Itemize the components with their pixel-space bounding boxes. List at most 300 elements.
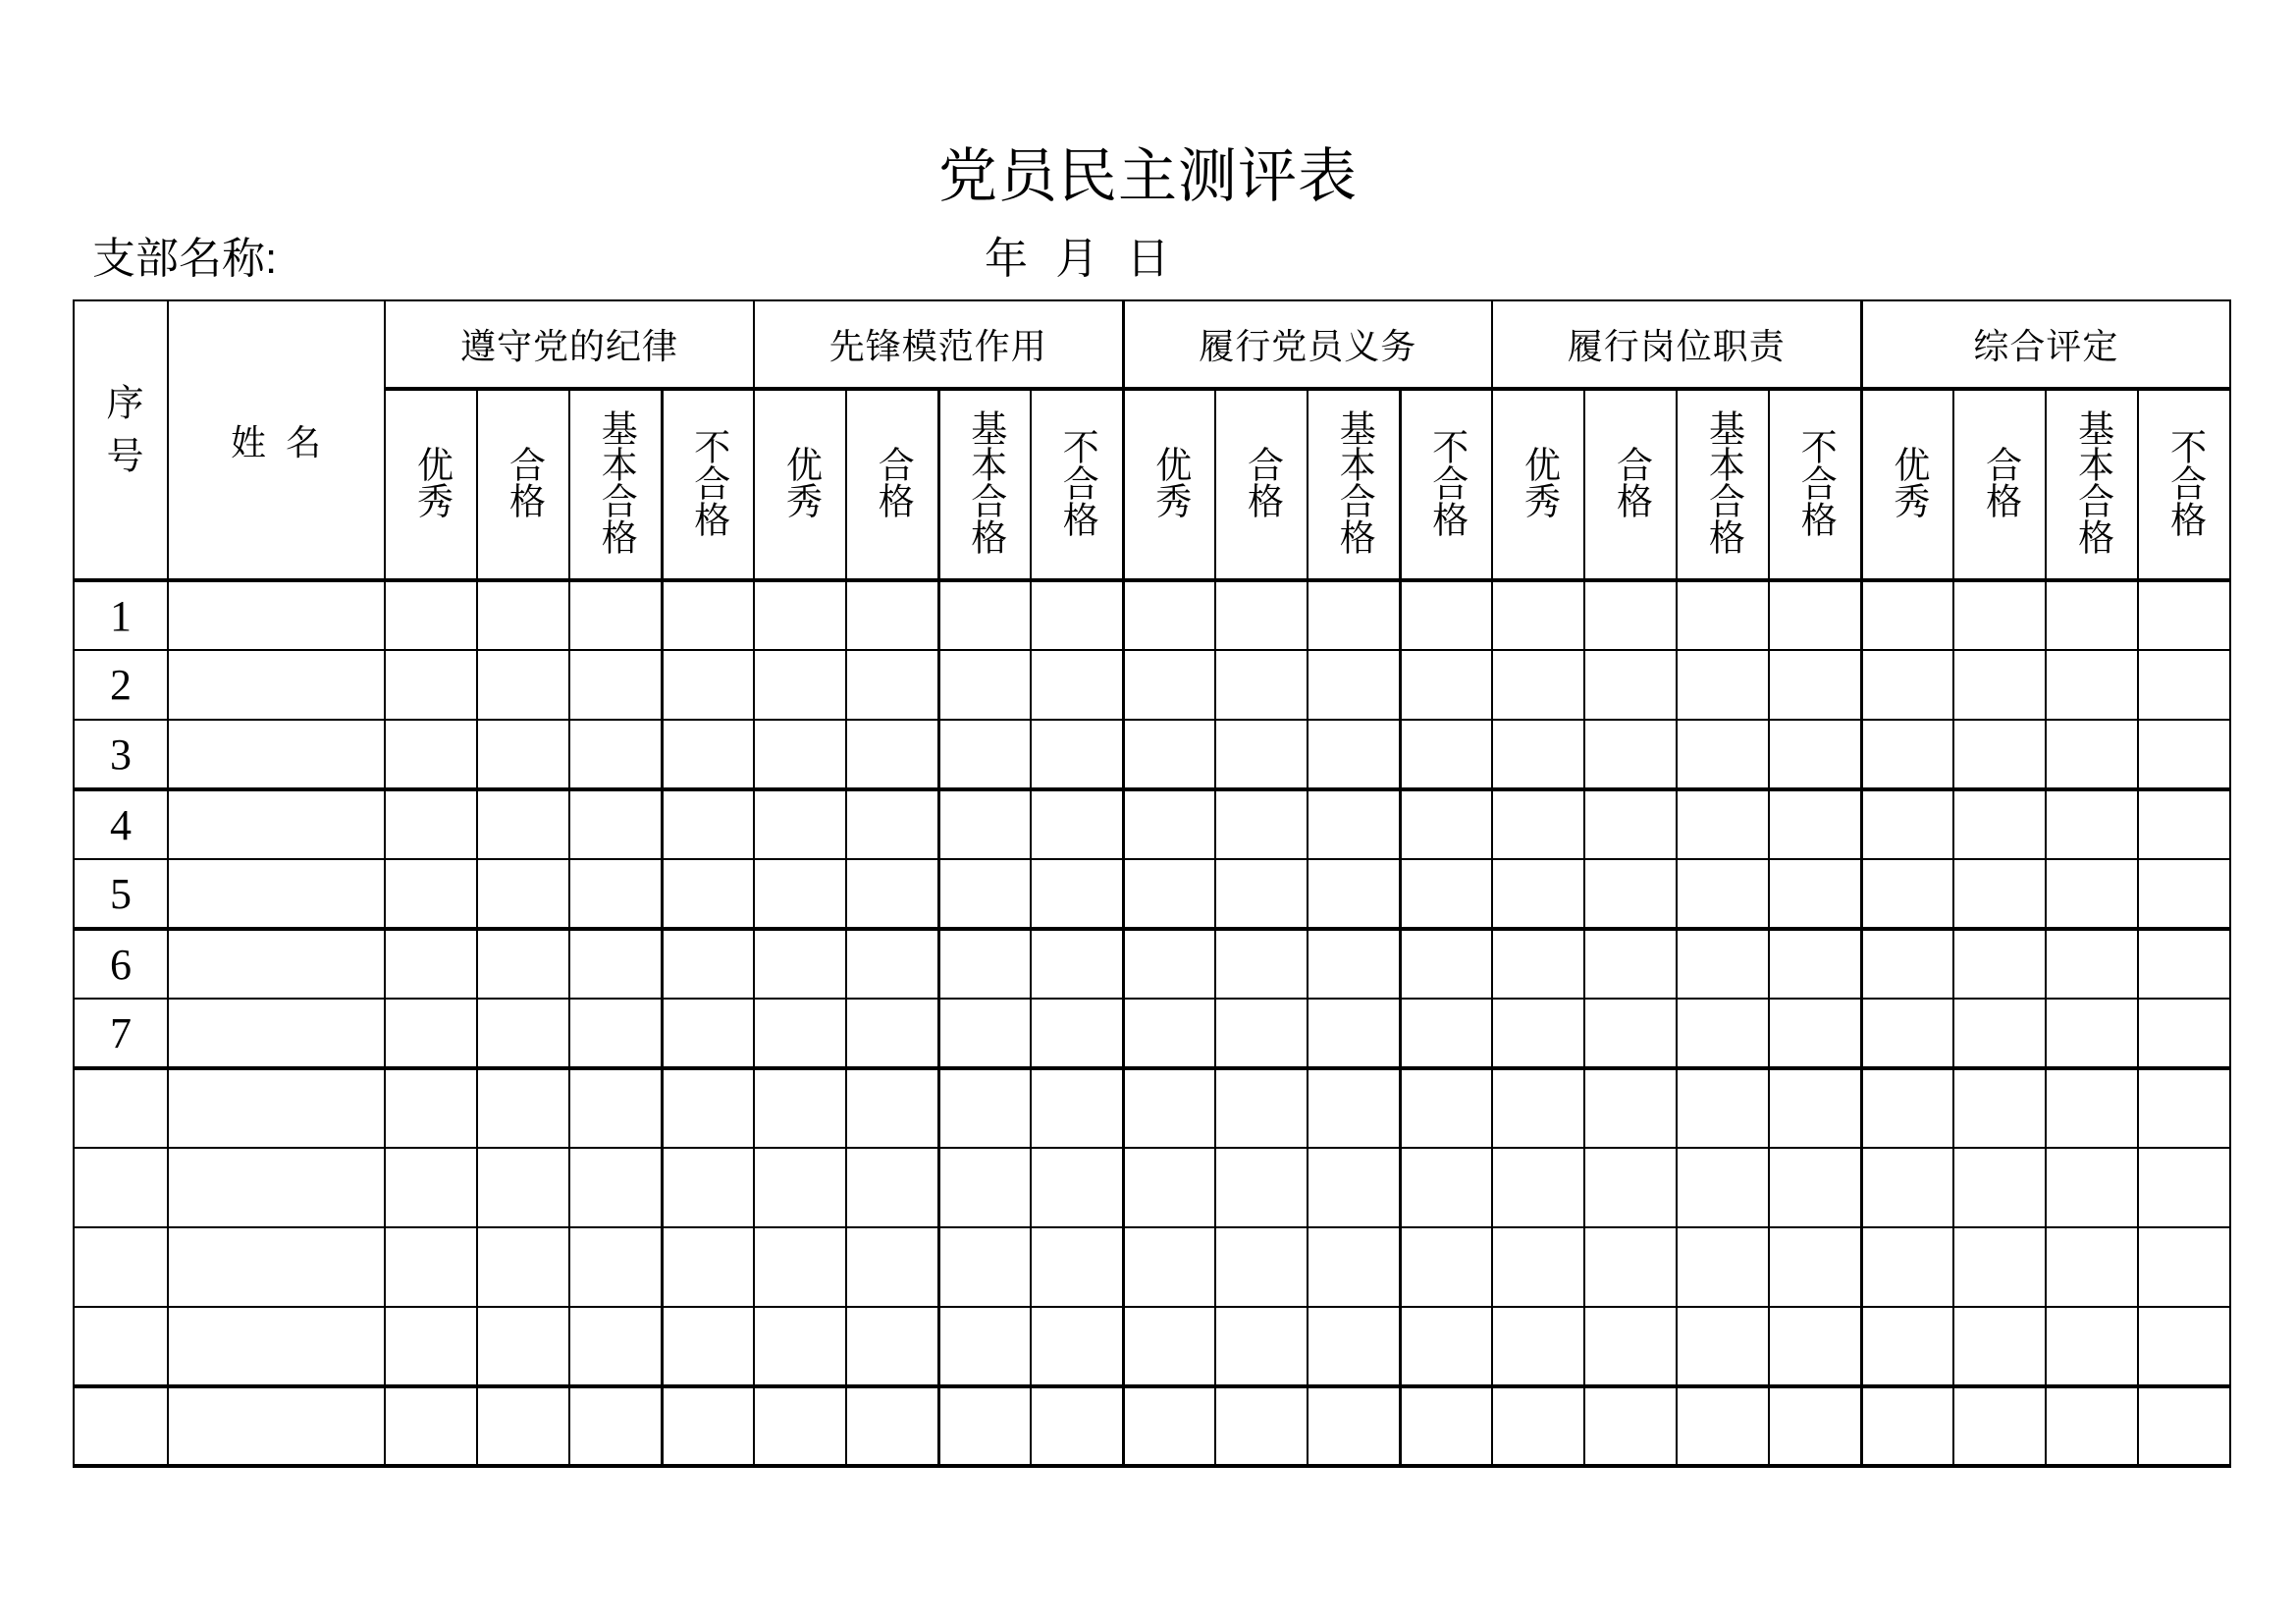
eval-cell (385, 859, 477, 929)
eval-cell (569, 580, 662, 650)
eval-cell (1492, 650, 1584, 720)
eval-cell (569, 720, 662, 789)
eval-cell (2046, 929, 2138, 999)
sub-header-qualified (1215, 389, 1308, 580)
eval-cell (662, 789, 754, 859)
eval-cell (2046, 1148, 2138, 1227)
eval-cell (1861, 1227, 1953, 1307)
eval-cell (1308, 859, 1400, 929)
name-cell (168, 859, 385, 929)
eval-cell (477, 1148, 569, 1227)
eval-cell (1123, 720, 1215, 789)
row-serial-cell: 1 (74, 580, 168, 650)
eval-cell (1861, 1068, 1953, 1148)
eval-cell (1584, 999, 1677, 1068)
eval-cell (1308, 1386, 1400, 1466)
eval-cell (2046, 580, 2138, 650)
eval-cell (1584, 650, 1677, 720)
sub-header-text: 基本合格 (595, 409, 636, 555)
group-header-1: 遵守党的纪律 (385, 300, 754, 389)
sub-header-text: 不合格 (1425, 427, 1467, 537)
sub-header-text: 基本合格 (964, 409, 1005, 555)
eval-cell (1308, 1227, 1400, 1307)
eval-cell (1769, 1148, 1861, 1227)
eval-cell (754, 1148, 846, 1227)
eval-cell (662, 859, 754, 929)
eval-cell (1123, 999, 1215, 1068)
eval-cell (1769, 1307, 1861, 1386)
eval-cell (938, 1386, 1031, 1466)
eval-cell (1769, 720, 1861, 789)
sub-header-text: 优秀 (1148, 446, 1190, 518)
eval-cell (385, 580, 477, 650)
eval-cell (1123, 1227, 1215, 1307)
table-row (74, 1148, 2230, 1227)
eval-cell (1308, 999, 1400, 1068)
table-row (74, 859, 2230, 929)
eval-cell (662, 1068, 754, 1148)
sub-header-text: 合格 (503, 446, 544, 518)
row-serial-cell: 2 (74, 650, 168, 720)
eval-cell (1215, 929, 1308, 999)
eval-cell (1492, 1386, 1584, 1466)
eval-cell (385, 1307, 477, 1386)
eval-cell (1123, 1148, 1215, 1227)
eval-cell (1400, 1068, 1492, 1148)
eval-cell (938, 859, 1031, 929)
sub-header-qualified (846, 389, 938, 580)
eval-cell (1861, 929, 1953, 999)
eval-cell (1953, 859, 2046, 929)
eval-cell (477, 789, 569, 859)
eval-cell (1215, 1148, 1308, 1227)
eval-cell (1492, 929, 1584, 999)
eval-cell (1584, 1148, 1677, 1227)
eval-cell (1492, 999, 1584, 1068)
eval-cell (938, 650, 1031, 720)
sub-header-excellent (754, 389, 846, 580)
eval-cell (385, 650, 477, 720)
eval-cell (1400, 999, 1492, 1068)
sub-header-unqualified (2138, 389, 2230, 580)
eval-cell (1492, 580, 1584, 650)
date-label: 年 月 日 (985, 235, 1170, 283)
eval-cell (938, 1068, 1031, 1148)
eval-cell (1677, 1148, 1769, 1227)
eval-cell (477, 650, 569, 720)
eval-cell (1400, 1386, 1492, 1466)
eval-cell (1308, 1068, 1400, 1148)
eval-cell (1953, 929, 2046, 999)
row-serial-cell (74, 1386, 168, 1466)
eval-cell (1584, 720, 1677, 789)
eval-cell (662, 1386, 754, 1466)
group-header-4: 履行岗位职责 (1492, 300, 1861, 389)
eval-cell (754, 1227, 846, 1307)
eval-cell (1031, 1227, 1123, 1307)
eval-cell (1584, 1307, 1677, 1386)
eval-cell (1769, 650, 1861, 720)
eval-cell (1953, 789, 2046, 859)
eval-cell (1677, 1307, 1769, 1386)
name-cell (168, 720, 385, 789)
eval-cell (477, 1227, 569, 1307)
eval-cell (2046, 999, 2138, 1068)
name-cell (168, 999, 385, 1068)
sub-header-unqualified (1400, 389, 1492, 580)
eval-cell (1123, 1307, 1215, 1386)
eval-cell (569, 929, 662, 999)
evaluation-table (73, 299, 2231, 1468)
sub-header-text: 不合格 (687, 427, 728, 537)
eval-cell (1769, 1068, 1861, 1148)
eval-cell (1492, 1307, 1584, 1386)
eval-cell (1400, 720, 1492, 789)
eval-cell (662, 1307, 754, 1386)
eval-cell (1953, 1148, 2046, 1227)
table-row (74, 999, 2230, 1068)
eval-cell (1400, 789, 1492, 859)
sub-header-excellent (1492, 389, 1584, 580)
eval-cell (1769, 929, 1861, 999)
row-serial-cell (74, 1227, 168, 1307)
table-row (74, 1307, 2230, 1386)
eval-cell (2138, 789, 2230, 859)
eval-cell (2046, 859, 2138, 929)
sub-header-unqualified (1769, 389, 1861, 580)
eval-cell (662, 650, 754, 720)
eval-cell (1400, 1307, 1492, 1386)
sub-header-text: 合格 (1241, 446, 1282, 518)
page-title: 党员民主测评表 (938, 143, 1358, 209)
name-cell (168, 789, 385, 859)
eval-cell (1031, 929, 1123, 999)
eval-cell (1677, 1386, 1769, 1466)
eval-cell (385, 929, 477, 999)
eval-cell (938, 1227, 1031, 1307)
eval-cell (1308, 650, 1400, 720)
eval-cell (1492, 720, 1584, 789)
eval-cell (754, 1386, 846, 1466)
table-row (74, 789, 2230, 859)
eval-cell (1953, 650, 2046, 720)
eval-cell (1769, 789, 1861, 859)
eval-cell (1769, 580, 1861, 650)
eval-cell (1215, 650, 1308, 720)
eval-cell (846, 1227, 938, 1307)
eval-cell (385, 999, 477, 1068)
serial-header-text: 序号 (100, 382, 141, 489)
sub-header-unqualified (662, 389, 754, 580)
eval-cell (2046, 1307, 2138, 1386)
eval-cell (1492, 859, 1584, 929)
eval-cell (2138, 650, 2230, 720)
eval-cell (1308, 789, 1400, 859)
eval-cell (1769, 1386, 1861, 1466)
eval-cell (1308, 929, 1400, 999)
eval-cell (1861, 1307, 1953, 1386)
eval-cell (1677, 1227, 1769, 1307)
eval-cell (846, 789, 938, 859)
row-serial-cell (74, 1068, 168, 1148)
eval-cell (1492, 1148, 1584, 1227)
eval-cell (1769, 1227, 1861, 1307)
eval-cell (938, 580, 1031, 650)
eval-cell (1492, 789, 1584, 859)
eval-cell (1123, 580, 1215, 650)
column-header-serial (74, 300, 168, 580)
eval-cell (1861, 650, 1953, 720)
eval-cell (2138, 720, 2230, 789)
sub-header-qualified (477, 389, 569, 580)
sub-header-basically-qualified (1308, 389, 1400, 580)
eval-cell (569, 859, 662, 929)
sub-header-excellent (1123, 389, 1215, 580)
eval-cell (846, 650, 938, 720)
eval-cell (938, 929, 1031, 999)
eval-cell (1677, 789, 1769, 859)
group-header-5: 综合评定 (1861, 300, 2230, 389)
eval-cell (1123, 929, 1215, 999)
eval-cell (2046, 650, 2138, 720)
eval-cell (1584, 929, 1677, 999)
row-serial-cell: 7 (74, 999, 168, 1068)
eval-cell (569, 650, 662, 720)
eval-cell (1953, 1307, 2046, 1386)
eval-cell (1953, 1386, 2046, 1466)
sub-header-text: 基本合格 (2071, 409, 2112, 555)
eval-cell (477, 929, 569, 999)
eval-cell (1215, 789, 1308, 859)
eval-cell (1953, 1068, 2046, 1148)
eval-cell (1031, 1148, 1123, 1227)
eval-cell (1584, 1386, 1677, 1466)
eval-cell (2138, 1386, 2230, 1466)
eval-cell (1861, 580, 1953, 650)
eval-cell (1123, 1068, 1215, 1148)
eval-cell (1308, 1148, 1400, 1227)
table-row (74, 580, 2230, 650)
eval-cell (1031, 999, 1123, 1068)
eval-cell (2046, 1386, 2138, 1466)
eval-cell (1953, 1227, 2046, 1307)
eval-cell (569, 1068, 662, 1148)
sub-header-text: 优秀 (410, 446, 452, 518)
eval-cell (1677, 650, 1769, 720)
name-cell (168, 1148, 385, 1227)
eval-cell (2138, 580, 2230, 650)
eval-cell (1492, 1068, 1584, 1148)
name-cell (168, 1068, 385, 1148)
eval-cell (1861, 1148, 1953, 1227)
eval-cell (1953, 720, 2046, 789)
eval-cell (846, 999, 938, 1068)
group-header-2: 先锋模范作用 (754, 300, 1123, 389)
eval-cell (385, 1227, 477, 1307)
eval-cell (1123, 789, 1215, 859)
eval-cell (385, 789, 477, 859)
sub-header-basically-qualified (1677, 389, 1769, 580)
name-cell (168, 1307, 385, 1386)
eval-cell (1492, 1227, 1584, 1307)
eval-cell (1584, 859, 1677, 929)
eval-cell (846, 1386, 938, 1466)
eval-cell (477, 580, 569, 650)
eval-cell (1031, 1386, 1123, 1466)
eval-cell (477, 859, 569, 929)
eval-cell (2138, 1227, 2230, 1307)
eval-cell (1308, 580, 1400, 650)
eval-cell (754, 929, 846, 999)
eval-cell (1031, 720, 1123, 789)
eval-cell (569, 1307, 662, 1386)
eval-cell (1584, 580, 1677, 650)
eval-cell (1308, 1307, 1400, 1386)
sub-header-text: 不合格 (2163, 427, 2205, 537)
name-cell (168, 1386, 385, 1466)
sub-header-excellent (1861, 389, 1953, 580)
eval-cell (1584, 1227, 1677, 1307)
eval-cell (1031, 650, 1123, 720)
eval-cell (1400, 580, 1492, 650)
eval-cell (1123, 1386, 1215, 1466)
eval-cell (2138, 999, 2230, 1068)
eval-cell (1677, 859, 1769, 929)
eval-cell (2138, 1307, 2230, 1386)
eval-cell (1400, 650, 1492, 720)
eval-cell (1400, 859, 1492, 929)
eval-cell (1677, 720, 1769, 789)
row-serial-cell: 6 (74, 929, 168, 999)
eval-cell (1123, 650, 1215, 720)
eval-cell (754, 859, 846, 929)
eval-cell (2138, 1148, 2230, 1227)
eval-cell (2138, 929, 2230, 999)
eval-cell (477, 1068, 569, 1148)
sub-header-text: 合格 (1610, 446, 1651, 518)
eval-cell (662, 580, 754, 650)
eval-cell (938, 1307, 1031, 1386)
eval-cell (754, 580, 846, 650)
eval-cell (938, 999, 1031, 1068)
eval-cell (1031, 1307, 1123, 1386)
eval-cell (1769, 999, 1861, 1068)
table-row (74, 1386, 2230, 1466)
eval-cell (385, 1068, 477, 1148)
group-header-3: 履行党员义务 (1123, 300, 1492, 389)
eval-cell (1584, 789, 1677, 859)
sub-header-text: 基本合格 (1702, 409, 1743, 555)
row-serial-cell: 5 (74, 859, 168, 929)
eval-cell (2138, 1068, 2230, 1148)
eval-cell (569, 789, 662, 859)
name-cell (168, 650, 385, 720)
name-cell (168, 929, 385, 999)
eval-cell (1031, 859, 1123, 929)
sub-header-qualified (1584, 389, 1677, 580)
sub-header-text: 不合格 (1794, 427, 1836, 537)
eval-cell (385, 1148, 477, 1227)
eval-cell (1677, 999, 1769, 1068)
eval-cell (1031, 789, 1123, 859)
eval-cell (1123, 859, 1215, 929)
eval-cell (938, 1148, 1031, 1227)
column-header-name: 姓 名 (168, 300, 385, 580)
eval-cell (569, 1227, 662, 1307)
eval-cell (477, 999, 569, 1068)
eval-cell (477, 1386, 569, 1466)
eval-cell (754, 789, 846, 859)
row-serial-cell (74, 1148, 168, 1227)
row-serial-cell: 4 (74, 789, 168, 859)
eval-cell (2046, 1227, 2138, 1307)
sub-header-text: 基本合格 (1333, 409, 1374, 555)
eval-cell (1769, 859, 1861, 929)
table-row (74, 1068, 2230, 1148)
eval-cell (1215, 720, 1308, 789)
eval-cell (569, 1148, 662, 1227)
eval-cell (1861, 720, 1953, 789)
row-serial-cell: 3 (74, 720, 168, 789)
eval-cell (662, 1227, 754, 1307)
eval-cell (1400, 929, 1492, 999)
eval-cell (2046, 789, 2138, 859)
eval-cell (385, 720, 477, 789)
name-cell (168, 580, 385, 650)
eval-cell (569, 999, 662, 1068)
eval-cell (1215, 999, 1308, 1068)
eval-cell (846, 1307, 938, 1386)
eval-cell (846, 929, 938, 999)
eval-cell (1677, 929, 1769, 999)
eval-cell (662, 999, 754, 1068)
eval-cell (1215, 580, 1308, 650)
sub-header-text: 合格 (1979, 446, 2020, 518)
eval-cell (754, 650, 846, 720)
sub-header-text: 优秀 (779, 446, 821, 518)
sub-header-text: 合格 (872, 446, 913, 518)
row-serial-cell (74, 1307, 168, 1386)
eval-cell (1861, 999, 1953, 1068)
eval-cell (754, 1068, 846, 1148)
eval-cell (1308, 720, 1400, 789)
eval-cell (569, 1386, 662, 1466)
eval-cell (1215, 1307, 1308, 1386)
eval-cell (1677, 580, 1769, 650)
eval-cell (1215, 1386, 1308, 1466)
eval-cell (477, 720, 569, 789)
table-row (74, 929, 2230, 999)
eval-cell (846, 1068, 938, 1148)
eval-cell (846, 580, 938, 650)
eval-cell (1953, 580, 2046, 650)
eval-cell (846, 859, 938, 929)
eval-cell (1400, 1227, 1492, 1307)
eval-cell (1584, 1068, 1677, 1148)
eval-cell (477, 1307, 569, 1386)
eval-cell (1953, 999, 2046, 1068)
eval-cell (662, 929, 754, 999)
eval-cell (1031, 1068, 1123, 1148)
sub-header-basically-qualified (2046, 389, 2138, 580)
sub-header-qualified (1953, 389, 2046, 580)
table-row (74, 650, 2230, 720)
eval-cell (754, 1307, 846, 1386)
table-row (74, 720, 2230, 789)
eval-cell (1215, 1068, 1308, 1148)
name-cell (168, 1227, 385, 1307)
eval-cell (938, 720, 1031, 789)
